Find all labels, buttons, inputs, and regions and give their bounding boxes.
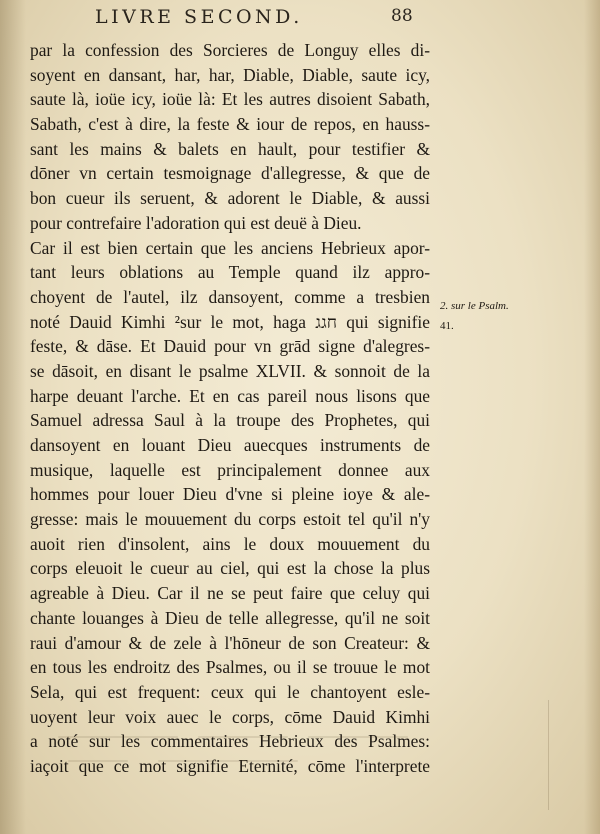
text-line: pour contrefaire l'adoration qui est deuë à Dieu. bbox=[30, 212, 362, 233]
text-line: a noté sur les commentaires Hebrieux des Psalmes: bbox=[30, 731, 430, 752]
text-line: gresse: mais le mouuement du corps estoit tel qu'il n'y bbox=[30, 509, 430, 530]
text-line: en tous les endroitz des Psalmes, ou il se trouue le mot bbox=[30, 657, 430, 678]
text-line: dansoyent en louant Dieu auecques instruments de bbox=[30, 435, 430, 455]
text-line: musique, laquelle est principalement donnee aux bbox=[30, 459, 430, 480]
running-title: LIVRE SECOND. bbox=[95, 6, 303, 28]
text-line: raui d'amour & de zele à l'hōneur de son Createur: & bbox=[30, 632, 430, 653]
text-line: corps eleuoit le cueur au ciel, qui est la chose la plus bbox=[30, 558, 430, 579]
text-line: Car il est bien certain que les anciens Hebrieux apor- bbox=[30, 237, 430, 258]
margin-note-verse: 41. bbox=[440, 320, 454, 332]
text-line: harpe deuant l'arche. Et en cas pareil nous lisons que bbox=[30, 385, 430, 406]
text-line: bon cueur ils seruent, & adorent le Diable, & aussi bbox=[30, 188, 430, 209]
text-line: par la confession des Sorcieres de Longuy elles di- bbox=[30, 40, 430, 60]
page-edge bbox=[584, 0, 600, 834]
margin-note-reference: 2. sur le Psalm. bbox=[440, 300, 509, 312]
text-line: se dāsoit, en disant le psalme XLVII. & sonnoit de la bbox=[30, 360, 430, 381]
text-line: saute là, ioüe icy, ioüe là: Et les autres disoient Sabath, bbox=[30, 89, 430, 110]
text-line: soyent en dansant, har, har, Diable, Diable, saute icy, bbox=[30, 64, 430, 85]
text-line: feste, & dāse. Et Dauid pour vn grād signe d'alegres- bbox=[30, 336, 430, 357]
text-line: noté Dauid Kimhi ²sur le mot, haga חגג qui signifie bbox=[30, 311, 430, 332]
show-through-text bbox=[48, 728, 428, 788]
text-line: sant les mains & balets en hault, pour testifier & bbox=[30, 138, 430, 159]
text-line: tant leurs oblations au Temple quand ilz appro- bbox=[30, 262, 430, 283]
text-line: chante louanges à Dieu de telle allegresse, qu'il ne soit bbox=[30, 607, 430, 628]
page-crease bbox=[548, 700, 549, 810]
text-line: choyent de l'autel, ilz dansoyent, comme a tresbien bbox=[30, 286, 430, 307]
text-line: Sela, qui est frequent: ceux qui le chantoyent esle- bbox=[30, 681, 430, 702]
page-number: 88 bbox=[391, 6, 413, 26]
body-text bbox=[30, 38, 430, 779]
text-line: Samuel adressa Saul à la troupe des Prophetes, qui bbox=[30, 410, 430, 431]
text-line: iaçoit que ce mot signifie Eternité, cōme l'interprete bbox=[30, 755, 430, 776]
text-line: auoit rien d'insolent, ains le doux mouuement du bbox=[30, 533, 430, 554]
text-line: agreable à Dieu. Car il ne se peut faire que celuy qui bbox=[30, 583, 430, 604]
text-line: dōner vn certain tesmoignage d'allegresse, & que de bbox=[30, 163, 430, 184]
text-line: Sabath, c'est à dire, la feste & iour de repos, en hauss- bbox=[30, 114, 430, 135]
gutter-shadow bbox=[0, 0, 26, 834]
text-line: hommes pour louer Dieu d'vne si pleine ioye & ale- bbox=[30, 484, 430, 505]
text-line: uoyent leur voix auec le corps, cōme Dauid Kimhi bbox=[30, 706, 430, 727]
